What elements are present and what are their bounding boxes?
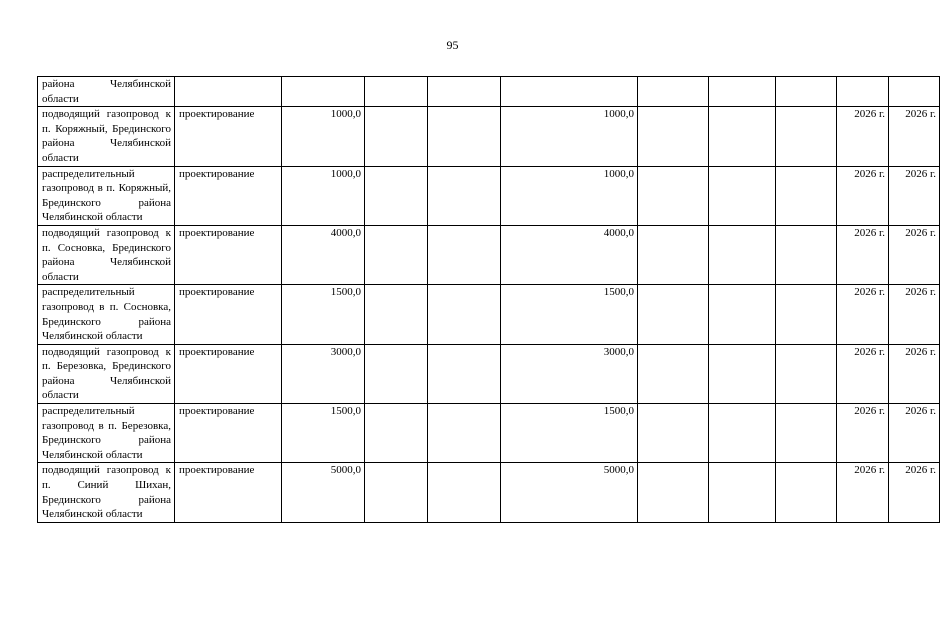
start-year-cell: 2026 г.	[837, 463, 889, 522]
stage-cell: проектирование	[175, 166, 282, 225]
empty-cell	[776, 285, 837, 344]
investment-table	[37, 76, 940, 523]
empty-cell	[776, 77, 837, 107]
object-name-cell: подводящий газопровод к п. Сосновка, Брединского района Челябинской области	[38, 225, 175, 284]
empty-cell	[709, 225, 776, 284]
empty-cell	[709, 77, 776, 107]
object-name-cell: распределительный газопровод в п. Сосновка, Брединского района Челябинской области	[38, 285, 175, 344]
total-amount-cell: 1500,0	[282, 404, 365, 463]
empty-cell	[428, 107, 501, 166]
stage-cell: проектирование	[175, 107, 282, 166]
table-row	[38, 225, 940, 284]
empty-cell	[709, 344, 776, 403]
page-number: 95	[446, 38, 459, 52]
object-name-cell: подводящий газопровод к п. Березовка, Брединского района Челябинской области	[38, 344, 175, 403]
end-year-cell: 2026 г.	[889, 285, 940, 344]
total-amount-cell: 5000,0	[282, 463, 365, 522]
empty-cell	[428, 225, 501, 284]
empty-cell	[365, 463, 428, 522]
empty-cell	[638, 344, 709, 403]
total-amount-cell: 1500,0	[282, 285, 365, 344]
end-year-cell: 2026 г.	[889, 166, 940, 225]
empty-cell	[776, 225, 837, 284]
start-year-cell	[837, 77, 889, 107]
empty-cell	[776, 344, 837, 403]
budget-amount-cell: 3000,0	[501, 344, 638, 403]
stage-cell: проектирование	[175, 463, 282, 522]
start-year-cell: 2026 г.	[837, 285, 889, 344]
total-amount-cell	[282, 77, 365, 107]
empty-cell	[709, 404, 776, 463]
budget-amount-cell: 1500,0	[501, 404, 638, 463]
end-year-cell: 2026 г.	[889, 107, 940, 166]
empty-cell	[365, 404, 428, 463]
empty-cell	[776, 166, 837, 225]
empty-cell	[428, 404, 501, 463]
start-year-cell: 2026 г.	[837, 225, 889, 284]
end-year-cell: 2026 г.	[889, 404, 940, 463]
empty-cell	[776, 404, 837, 463]
stage-cell: проектирование	[175, 285, 282, 344]
table-row	[38, 285, 940, 344]
table-row	[38, 404, 940, 463]
table-row	[38, 77, 940, 107]
total-amount-cell: 4000,0	[282, 225, 365, 284]
stage-cell: проектирование	[175, 344, 282, 403]
end-year-cell: 2026 г.	[889, 463, 940, 522]
empty-cell	[709, 463, 776, 522]
start-year-cell: 2026 г.	[837, 107, 889, 166]
object-name-cell: распределительный газопровод в п. Березовка, Брединского района Челябинской области	[38, 404, 175, 463]
budget-amount-cell: 5000,0	[501, 463, 638, 522]
table-row	[38, 166, 940, 225]
empty-cell	[365, 225, 428, 284]
total-amount-cell: 1000,0	[282, 107, 365, 166]
object-name-cell: подводящий газопровод к п. Синий Шихан, Брединского района Челябинской области	[38, 463, 175, 522]
empty-cell	[365, 107, 428, 166]
budget-amount-cell: 1000,0	[501, 107, 638, 166]
empty-cell	[365, 285, 428, 344]
empty-cell	[365, 344, 428, 403]
end-year-cell	[889, 77, 940, 107]
empty-cell	[638, 463, 709, 522]
empty-cell	[365, 166, 428, 225]
stage-cell: проектирование	[175, 225, 282, 284]
object-name-cell: района Челябинской области	[38, 77, 175, 107]
empty-cell	[638, 285, 709, 344]
empty-cell	[776, 107, 837, 166]
total-amount-cell: 3000,0	[282, 344, 365, 403]
empty-cell	[428, 463, 501, 522]
empty-cell	[709, 166, 776, 225]
empty-cell	[638, 225, 709, 284]
budget-amount-cell	[501, 77, 638, 107]
end-year-cell: 2026 г.	[889, 225, 940, 284]
budget-amount-cell: 4000,0	[501, 225, 638, 284]
empty-cell	[428, 77, 501, 107]
empty-cell	[638, 166, 709, 225]
empty-cell	[428, 344, 501, 403]
stage-cell	[175, 77, 282, 107]
empty-cell	[428, 166, 501, 225]
table-row	[38, 463, 940, 522]
end-year-cell: 2026 г.	[889, 344, 940, 403]
empty-cell	[638, 107, 709, 166]
object-name-cell: распределительный газопровод в п. Коряжный, Брединского района Челябинской области	[38, 166, 175, 225]
object-name-cell: подводящий газопровод к п. Коряжный, Брединского района Челябинской области	[38, 107, 175, 166]
start-year-cell: 2026 г.	[837, 166, 889, 225]
empty-cell	[709, 285, 776, 344]
table-row	[38, 107, 940, 166]
start-year-cell: 2026 г.	[837, 344, 889, 403]
budget-amount-cell: 1500,0	[501, 285, 638, 344]
empty-cell	[776, 463, 837, 522]
table-row	[38, 344, 940, 403]
empty-cell	[709, 107, 776, 166]
empty-cell	[428, 285, 501, 344]
empty-cell	[638, 77, 709, 107]
budget-amount-cell: 1000,0	[501, 166, 638, 225]
stage-cell: проектирование	[175, 404, 282, 463]
empty-cell	[638, 404, 709, 463]
start-year-cell: 2026 г.	[837, 404, 889, 463]
total-amount-cell: 1000,0	[282, 166, 365, 225]
empty-cell	[365, 77, 428, 107]
